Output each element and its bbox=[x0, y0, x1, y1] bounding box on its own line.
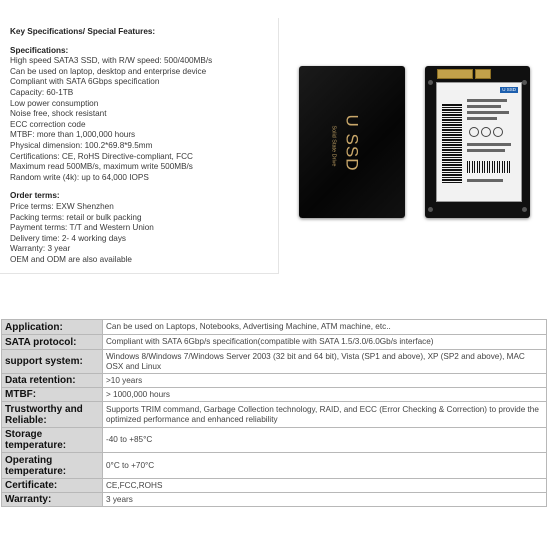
row-label: Data retention: bbox=[2, 374, 103, 388]
order-line: Price terms: EXW Shenzhen bbox=[10, 201, 114, 211]
barcode bbox=[442, 103, 462, 183]
table-row bbox=[2, 388, 547, 402]
order-line: Payment terms: T/T and Western Union bbox=[10, 223, 154, 233]
row-label: Warranty: bbox=[2, 493, 103, 507]
table-row bbox=[2, 493, 547, 507]
label-text-row bbox=[467, 105, 501, 108]
row-value: 0°C to +70°C bbox=[103, 453, 547, 479]
row-label: support system: bbox=[2, 350, 103, 374]
label-text-row bbox=[467, 111, 509, 114]
row-value: 3 years bbox=[103, 493, 547, 507]
table-row bbox=[2, 402, 547, 428]
order-line: Warranty: 3 year bbox=[10, 244, 71, 254]
screw-hole bbox=[428, 80, 433, 85]
label-text-row bbox=[467, 117, 497, 120]
row-label: Trustworthy and Reliable: bbox=[2, 402, 103, 428]
spec-line: Compliant with SATA 6Gbps specification bbox=[10, 77, 160, 87]
spec-line: Random write (4k): up to 64,000 IOPS bbox=[10, 172, 149, 182]
sata-data-connector bbox=[437, 69, 473, 79]
order-terms-heading: Order terms: bbox=[10, 191, 60, 201]
spec-line: Can be used on laptop, desktop and enterprise device bbox=[10, 66, 207, 76]
row-value: >10 years bbox=[103, 374, 547, 388]
sata-power-connector bbox=[475, 69, 491, 79]
row-label: SATA protocol: bbox=[2, 335, 103, 350]
spec-line: Certifications: CE, RoHS Directive-compliant, FCC bbox=[10, 151, 193, 161]
row-value: Compliant with SATA 6Gbp/s specification(compatible with SATA 1.5/3.0/6.0Gb/s interface) bbox=[103, 335, 547, 350]
screw-hole bbox=[522, 80, 527, 85]
certification-mark bbox=[493, 127, 503, 137]
spec-line: Physical dimension: 100.2*69.8*9.5mm bbox=[10, 140, 153, 150]
specifications-text bbox=[10, 27, 212, 265]
spec-line: Capacity: 60-1TB bbox=[10, 87, 74, 97]
row-value: Windows 8/Windows 7/Windows Server 2003 (32 bit and 64 bit), Vista (SP1 and above), XP (SP2 and above), MAC OSX and Linux bbox=[103, 350, 547, 374]
table-row bbox=[2, 320, 547, 335]
table-row bbox=[2, 479, 547, 493]
row-label: Application: bbox=[2, 320, 103, 335]
label-text-row bbox=[467, 99, 507, 102]
barcode-small bbox=[467, 161, 511, 173]
table-row bbox=[2, 350, 547, 374]
label-text-row bbox=[467, 149, 505, 152]
product-label bbox=[436, 82, 522, 202]
row-value: > 1000,000 hours bbox=[103, 388, 547, 402]
ssd-front-subtitle: Solid State Drive bbox=[330, 125, 336, 167]
certification-mark bbox=[469, 127, 479, 137]
table-row bbox=[2, 453, 547, 479]
row-value: Can be used on Laptops, Notebooks, Advertising Machine, ATM machine, etc.. bbox=[103, 320, 547, 335]
spec-line: MTBF: more than 1,000,000 hours bbox=[10, 130, 136, 140]
key-features-heading: Key Specifications/ Special Features: bbox=[10, 27, 156, 36]
row-label: MTBF: bbox=[2, 388, 103, 402]
order-line: Delivery time: 2- 4 working days bbox=[10, 233, 127, 243]
table-row bbox=[2, 374, 547, 388]
ssd-front-image bbox=[299, 66, 405, 218]
order-line: Packing terms: retail or bulk packing bbox=[10, 212, 142, 222]
row-label: Storage temperature: bbox=[2, 428, 103, 453]
label-brand: U SSD bbox=[502, 87, 516, 92]
spec-line: High speed SATA3 SSD, with R/W speed: 500/400MB/s bbox=[10, 56, 213, 66]
table-row bbox=[2, 335, 547, 350]
spec-line: Noise free, shock resistant bbox=[10, 109, 107, 119]
row-label: Certificate: bbox=[2, 479, 103, 493]
screw-hole bbox=[522, 207, 527, 212]
row-label: Operating temperature: bbox=[2, 453, 103, 479]
spec-line: ECC correction code bbox=[10, 119, 86, 129]
row-value: Supports TRIM command, Garbage Collection technology, RAID, and ECC (Error Checking & Correction) to provide the optimized performance and enhanced reliability bbox=[103, 402, 547, 428]
screw-hole bbox=[428, 207, 433, 212]
row-value: CE,FCC,ROHS bbox=[103, 479, 547, 493]
spec-line: Low power consumption bbox=[10, 98, 99, 108]
spec-line: Maximum read 500MB/s, maximum write 500MB/s bbox=[10, 162, 193, 172]
row-value: -40 to +85°C bbox=[103, 428, 547, 453]
order-line: OEM and ODM are also available bbox=[10, 254, 132, 264]
specifications-heading: Specifications: bbox=[10, 45, 69, 55]
certification-mark bbox=[481, 127, 491, 137]
label-text-row bbox=[467, 179, 503, 182]
ssd-front-logo: U SSD bbox=[342, 114, 361, 172]
label-text-row bbox=[467, 143, 511, 146]
specifications-table bbox=[1, 319, 547, 507]
ssd-back-image bbox=[425, 66, 530, 218]
table-row bbox=[2, 428, 547, 453]
